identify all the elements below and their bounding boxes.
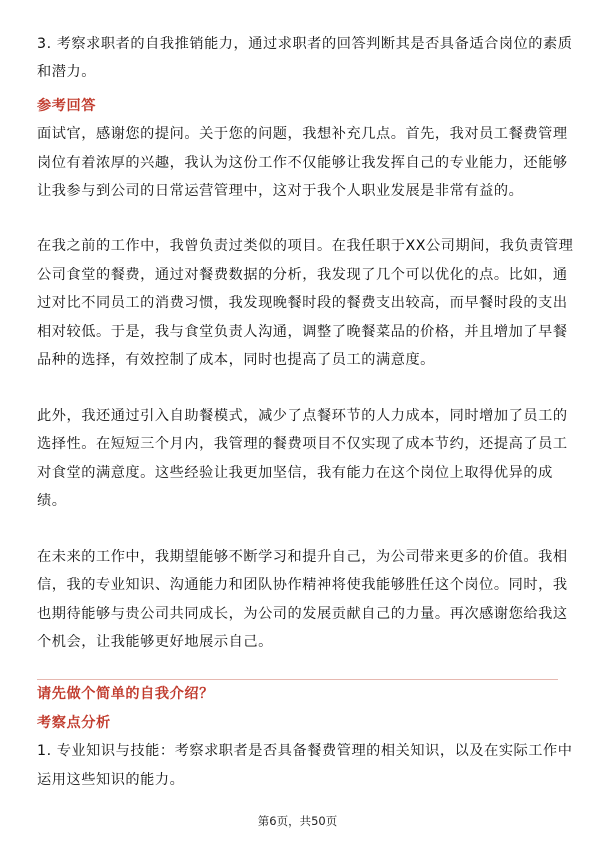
section-divider bbox=[37, 679, 558, 680]
question-heading: 请先做个简单的自我介绍？ bbox=[37, 686, 214, 702]
answer-paragraph-4-line-1: 在未来的工作中，我期望能够不断学习和提升自己，为公司带来更多的价值。我相 bbox=[37, 549, 568, 565]
reference-answer-heading: 参考回答 bbox=[37, 98, 96, 114]
analysis-point-1-line-2: 运用这些知识的能力。 bbox=[37, 772, 185, 788]
answer-paragraph-4-line-4: 个机会，让我能够更好地展示自己。 bbox=[37, 634, 273, 650]
answer-paragraph-2-line-1: 在我之前的工作中，我曾负责过类似的项目。在我任职于XX公司期间，我负责管理 bbox=[37, 238, 574, 254]
answer-paragraph-2-line-5: 品种的选择，有效控制了成本，同时也提高了员工的满意度。 bbox=[37, 352, 435, 368]
answer-paragraph-4-line-2: 信，我的专业知识、沟通能力和团队协作精神将使我能够胜任这个岗位。同时，我 bbox=[37, 577, 568, 593]
answer-paragraph-2-line-2: 公司食堂的餐费，通过对餐费数据的分析，我发现了几个可以优化的点。比如，通 bbox=[37, 267, 568, 283]
answer-paragraph-1-line-2: 岗位有着浓厚的兴趣，我认为这份工作不仅能够让我发挥自己的专业能力，还能够 bbox=[37, 155, 568, 171]
analysis-heading: 考察点分析 bbox=[37, 715, 111, 731]
question-point-3-line-2: 和潜力。 bbox=[37, 64, 96, 80]
answer-paragraph-2-line-3: 过对比不同员工的消费习惯，我发现晚餐时段的餐费支出较高，而早餐时段的支出 bbox=[37, 295, 568, 311]
answer-paragraph-1-line-1: 面试官，感谢您的提问。关于您的问题，我想补充几点。首先，我对员工餐费管理 bbox=[37, 126, 568, 142]
answer-paragraph-2-line-4: 相对较低。于是，我与食堂负责人沟通，调整了晚餐菜品的价格，并且增加了早餐 bbox=[37, 324, 568, 340]
answer-paragraph-3-line-2: 选择性。在短短三个月内，我管理的餐费项目不仅实现了成本节约，还提高了员工 bbox=[37, 436, 568, 452]
question-point-3-line-1: 3. 考察求职者的自我推销能力，通过求职者的回答判断其是否具备适合岗位的素质 bbox=[37, 36, 573, 52]
answer-paragraph-3-line-4: 绩。 bbox=[37, 493, 67, 509]
page-number: 第6页，共50页 bbox=[257, 814, 338, 828]
answer-paragraph-3-line-3: 对食堂的满意度。这些经验让我更加坚信，我有能力在这个岗位上取得优异的成 bbox=[37, 465, 553, 481]
analysis-point-1-line-1: 1. 专业知识与技能：考察求职者是否具备餐费管理的相关知识，以及在实际工作中 bbox=[37, 743, 573, 759]
answer-paragraph-1-line-3: 让我参与到公司的日常运营管理中，这对于我个人职业发展是非常有益的。 bbox=[37, 183, 524, 199]
answer-paragraph-3-line-1: 此外，我还通过引入自助餐模式，减少了点餐环节的人力成本，同时增加了员工的 bbox=[37, 408, 568, 424]
answer-paragraph-4-line-3: 也期待能够与贵公司共同成长，为公司的发展贡献自己的力量。再次感谢您给我这 bbox=[37, 606, 568, 622]
